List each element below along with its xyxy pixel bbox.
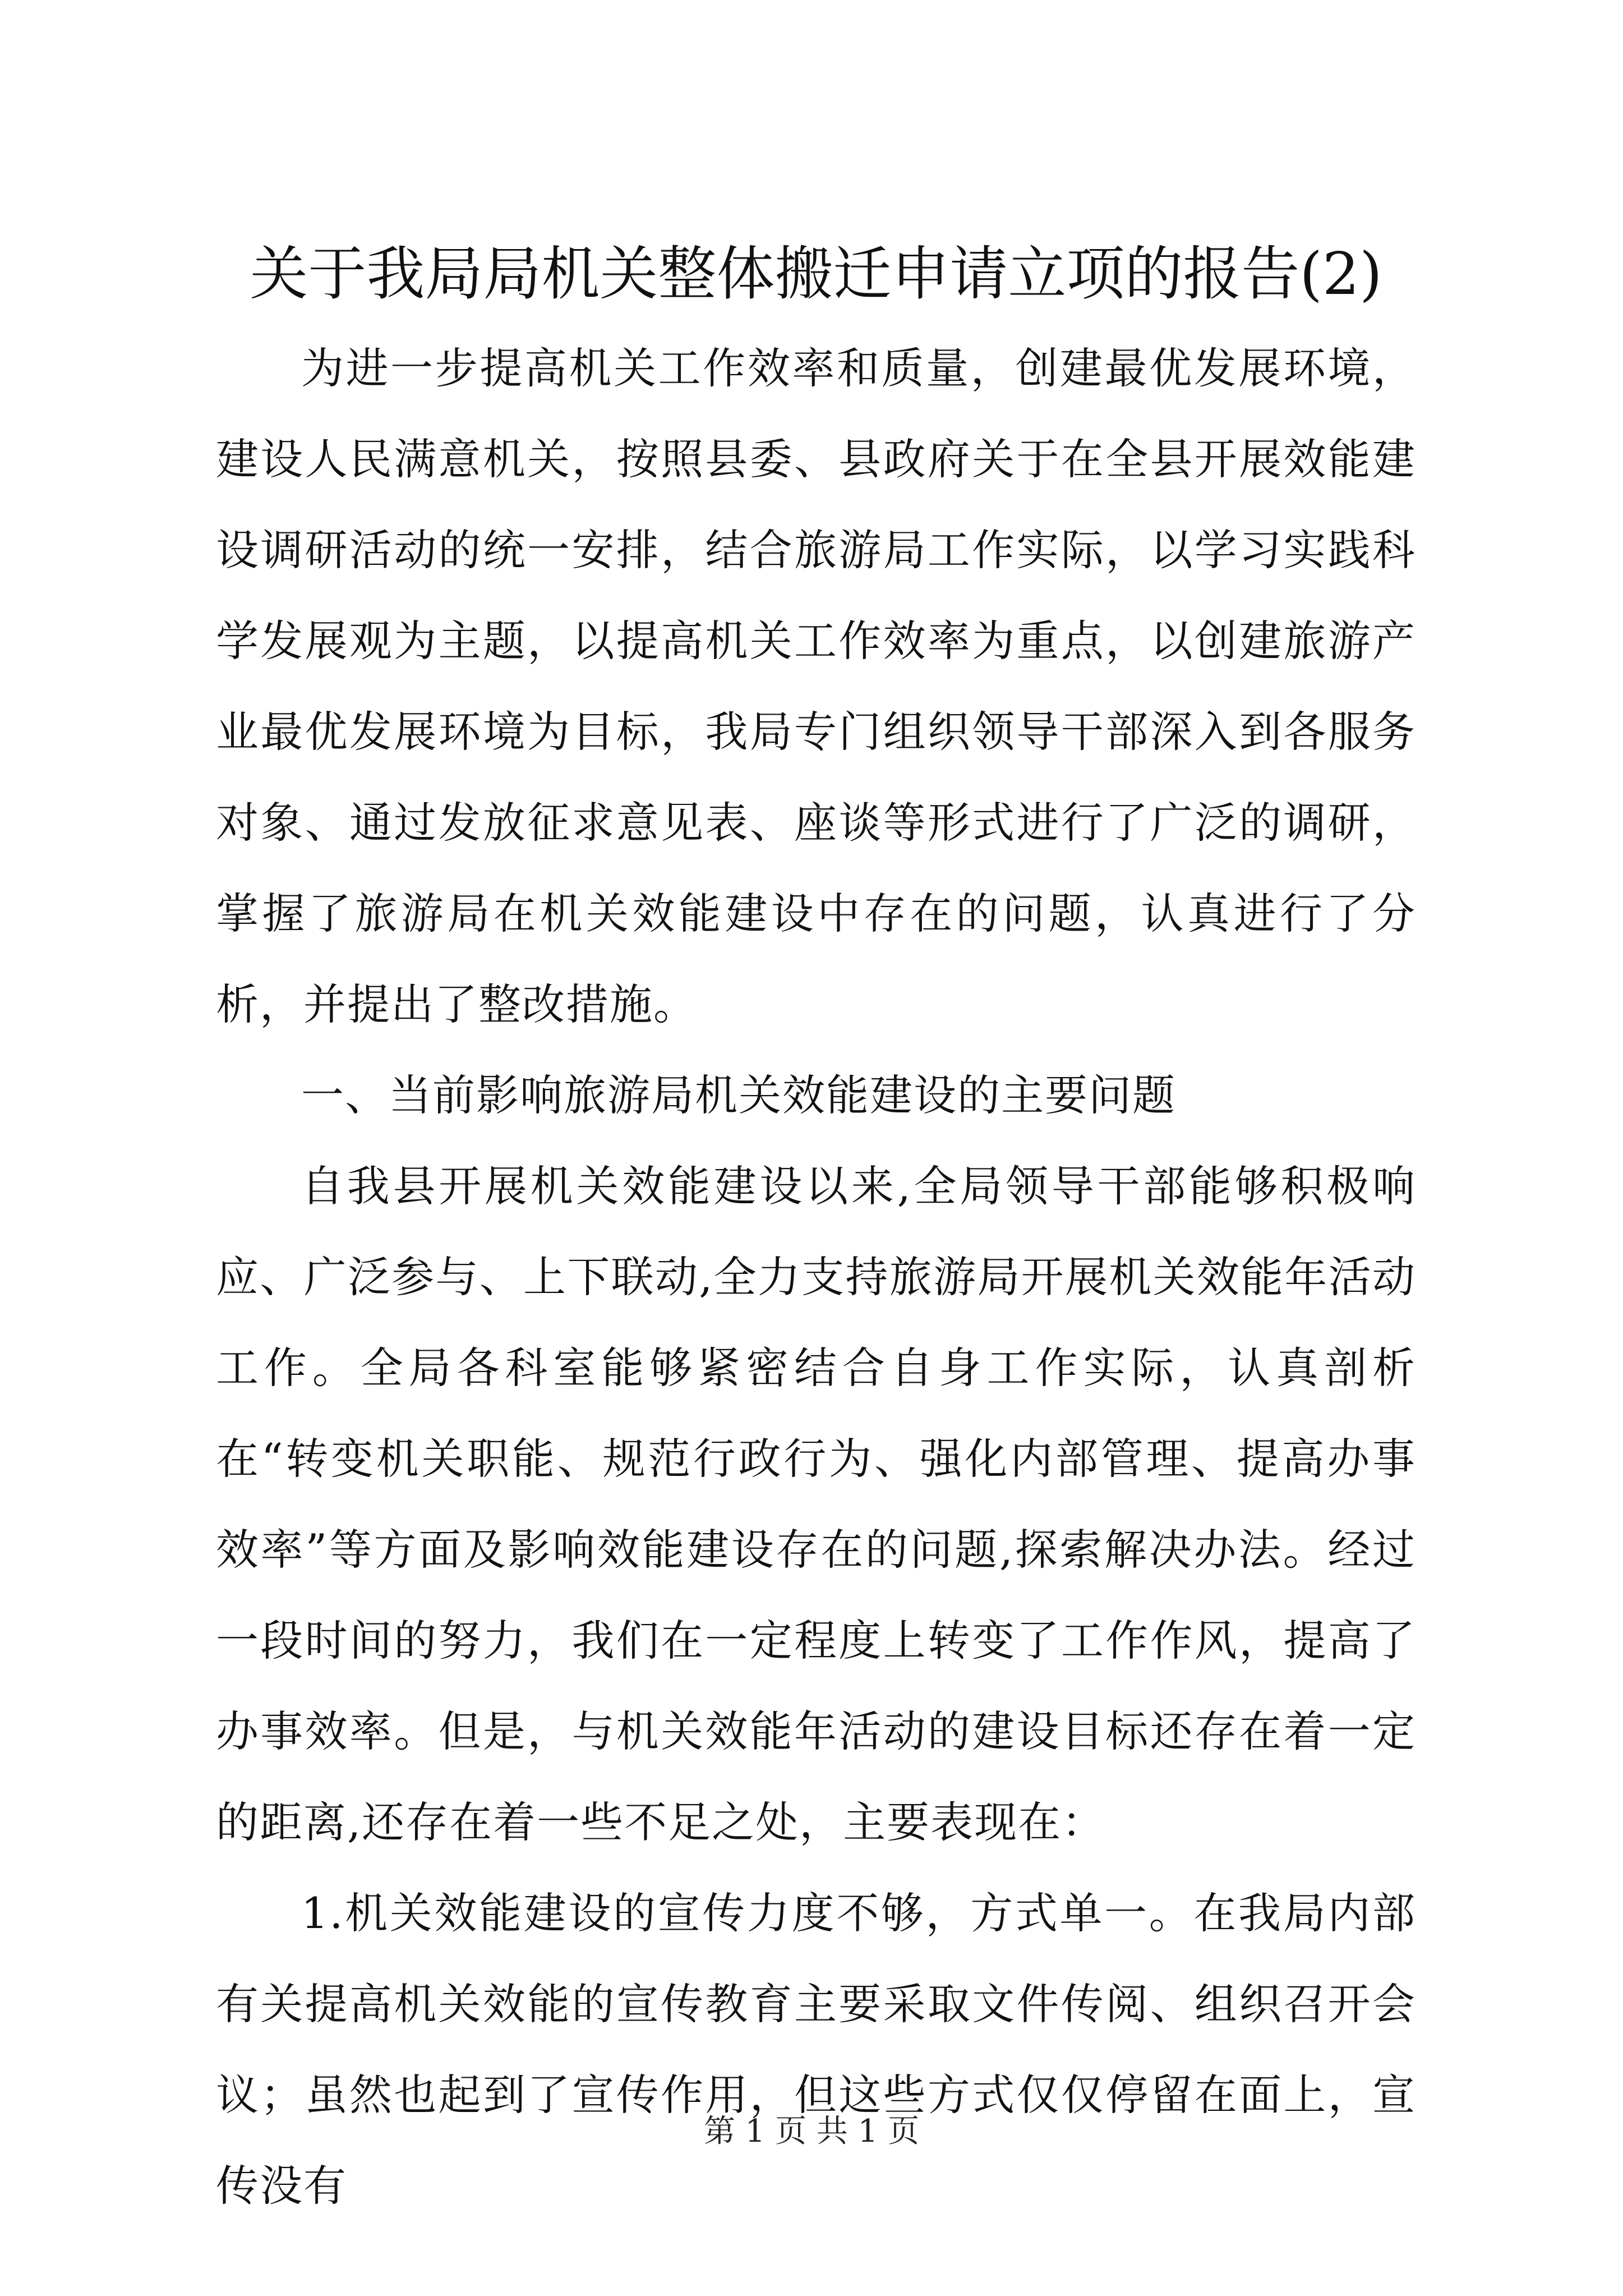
paragraph-intro: 为进一步提高机关工作效率和质量，创建最优发展环境，建设人民满意机关，按照县委、县政府关于在全县开展效能建设调研活动的统一安排，结合旅游局工作实际，以学习实践科学发展观为主题，以提高机关工作效率为重点，以创建旅游产业最优发展环境为目标，我局专门组织领导干部深入到各服务对象、通过发放征求意见表、座谈等形式进行了广泛的调研，掌握了旅游局在机关效能建设中存在的问题，认真进行了分析，并提出了整改措施。 — [216, 343, 1416, 1029]
paragraph-overview: 自我县开展机关效能建设以来,全局领导干部能够积极响应、广泛参与、上下联动,全力支持旅游局开展机关效能年活动工作。全局各科室能够紧密结合自身工作实际，认真剖析在“转变机关职能、规范行政行为、强化内部管理、提高办事效率”等方面及影响效能建设存在的问题,探索解决办法。经过一段时间的努力，我们在一定程度上转变了工作作风，提高了办事效率。但是，与机关效能年活动的建设目标还存在着一定的距离,还存在着一些不足之处，主要表现在： — [216, 1161, 1416, 1847]
section-heading-1: 一、当前影响旅游局机关效能建设的主要问题 — [301, 1070, 1176, 1120]
document-title: 关于我局局机关整体搬迁申请立项的报告(2) — [250, 240, 1382, 308]
page-footer: 第 1 页 共 1 页 — [703, 2113, 920, 2150]
paragraph-item-1: 1.机关效能建设的宣传力度不够，方式单一。在我局内部有关提高机关效能的宣传教育主要采取文件传阅、组织召开会议；虽然也起到了宣传作用，但这些方式仅仅停留在面上，宣传没有 — [216, 1888, 1416, 2211]
document-body — [216, 236, 1416, 2231]
